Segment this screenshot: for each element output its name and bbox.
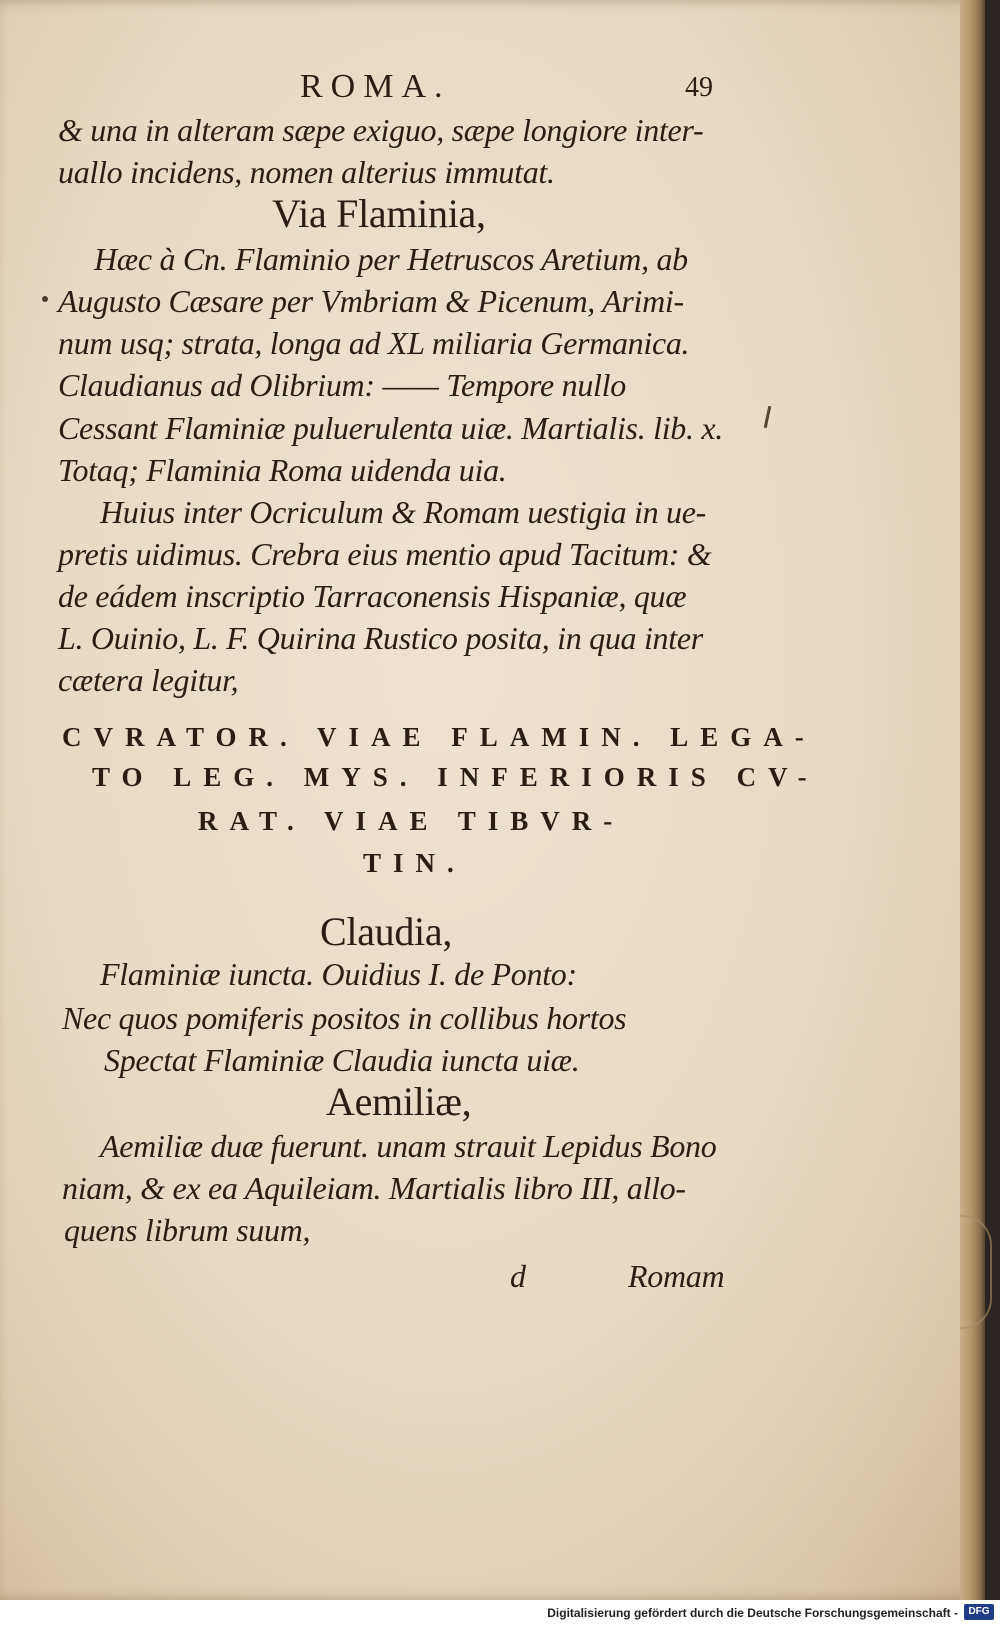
page-number: 49 xyxy=(685,72,713,103)
section-heading: Via Flaminia, xyxy=(272,191,486,236)
signature-mark: d xyxy=(510,1258,526,1294)
verse-line: Nec quos pomiferis positos in collibus hortos xyxy=(62,1000,627,1036)
footer-credit: Digitalisierung gefördert durch die Deutsche Forschungsgemeinschaft - xyxy=(547,1606,958,1620)
text-line: niam, & ex ea Aquileiam. Martialis libro III, allo- xyxy=(62,1170,686,1206)
verse-line: Spectat Flaminiæ Claudia iuncta uiæ. xyxy=(104,1042,580,1078)
text-line: Flaminiæ iuncta. Ouidius I. de Ponto: xyxy=(100,956,577,992)
text-line: Totaq; Flaminia Roma uidenda uia. xyxy=(58,452,507,488)
inscription-line: TO LEG. MYS. INFERIORIS CV- xyxy=(92,762,819,792)
dfg-logo-icon: DFG xyxy=(964,1604,994,1620)
text-line: de eádem inscriptio Tarraconensis Hispaniæ, quæ xyxy=(58,578,687,614)
text-line: pretis uidimus. Crebra eius mentio apud Tacitum: & xyxy=(58,536,712,572)
text-line: Aemiliæ duæ fuerunt. unam strauit Lepidus Bono xyxy=(100,1128,717,1164)
section-heading: Claudia, xyxy=(320,909,453,954)
inscription-line: RAT. VIAE TIBVR- xyxy=(198,806,625,836)
running-head: ROMA. xyxy=(300,68,451,105)
section-heading: Aemiliæ, xyxy=(326,1079,472,1124)
clasp-shadow xyxy=(960,1215,992,1329)
ink-speck xyxy=(42,296,48,302)
inscription-line: TIN. xyxy=(363,848,466,878)
text-line: Hæc à Cn. Flaminio per Hetruscos Aretium, ab xyxy=(94,241,688,277)
text-line: Augusto Cæsare per Vmbriam & Picenum, Arimi- xyxy=(58,283,684,319)
text-line: & una in alteram sæpe exiguo, sæpe longiore inter- xyxy=(58,112,704,148)
text-line: num usq; strata, longa ad XL miliaria Germanica. xyxy=(58,325,690,361)
text-line: quens librum suum, xyxy=(64,1212,311,1248)
catchword: Romam xyxy=(628,1258,725,1294)
text-line: Huius inter Ocriculum & Romam uestigia in ue- xyxy=(100,494,706,530)
margin-pen-mark xyxy=(764,406,772,428)
text-line: uallo incidens, nomen alterius immutat. xyxy=(58,154,555,190)
text-line: Claudianus ad Olibrium: —— Tempore nullo xyxy=(58,367,626,403)
text-line: Cessant Flaminiæ puluerulenta uiæ. Martialis. lib. x. xyxy=(58,410,723,446)
text-line: cætera legitur, xyxy=(58,662,239,698)
page-fore-edge xyxy=(960,0,985,1600)
text-line: L. Ouinio, L. F. Quirina Rustico posita, in qua inter xyxy=(58,620,703,656)
inscription-line: CVRATOR. VIAE FLAMIN. LEGA- xyxy=(62,722,816,752)
